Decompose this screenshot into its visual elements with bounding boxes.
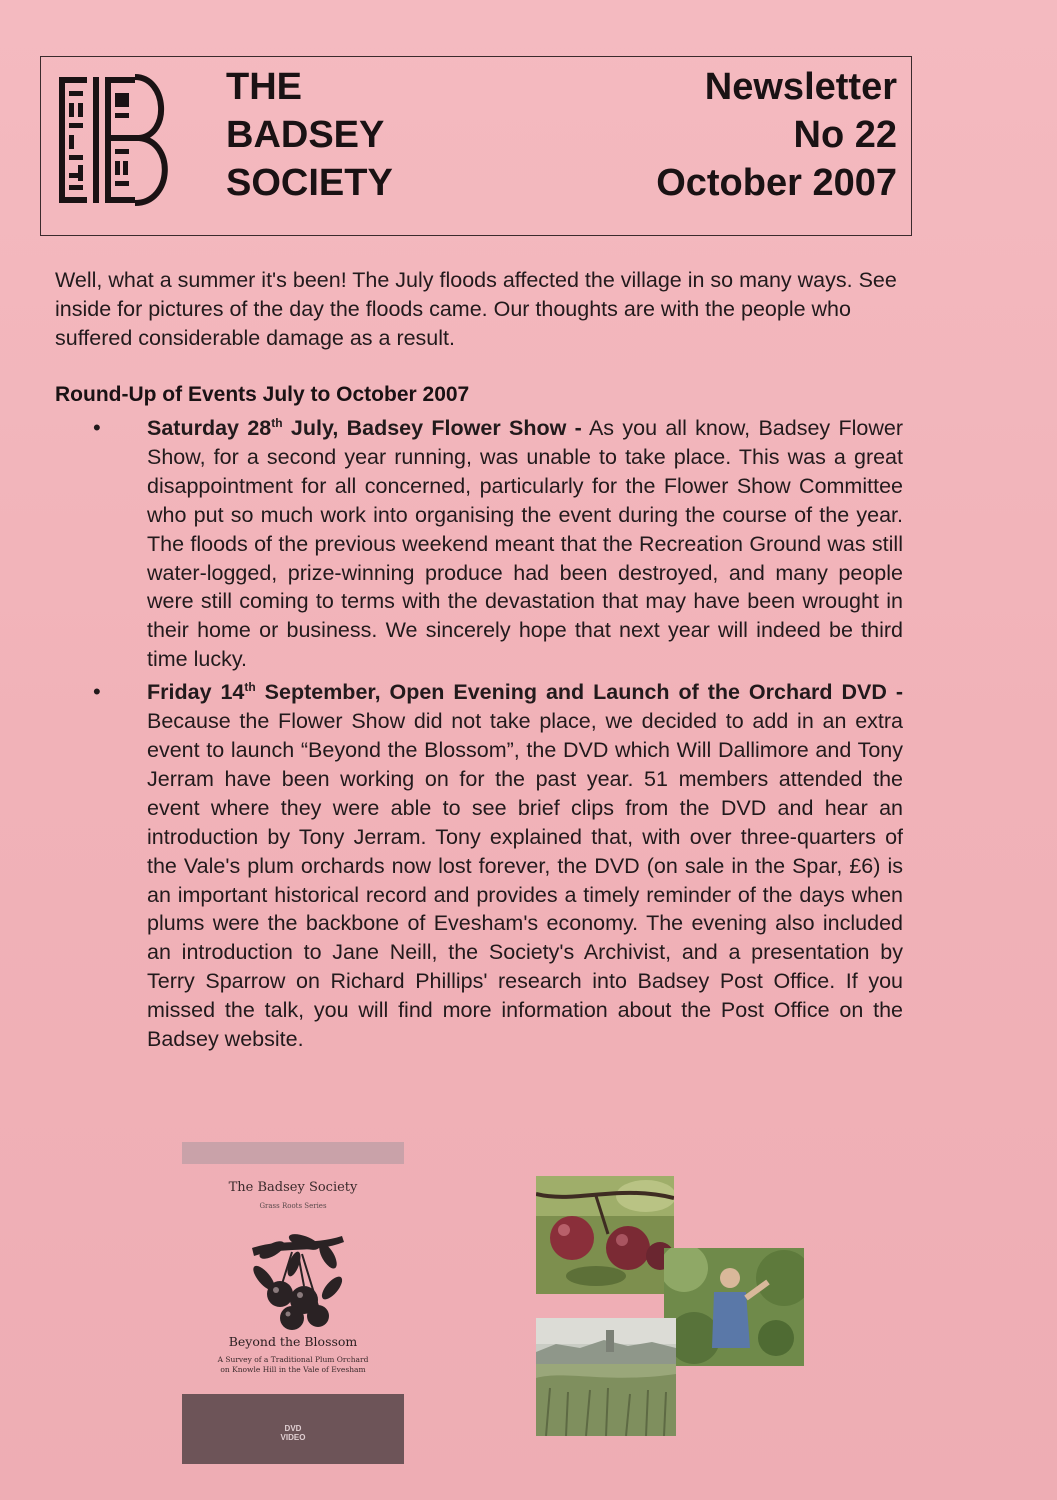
events-list <box>55 414 903 1054</box>
society-logo-icon <box>59 69 179 209</box>
event-title: Friday 14th September, Open Evening and Launch of the Orchard DVD - <box>147 680 903 705</box>
dvd-title: Beyond the Blossom <box>228 1334 358 1349</box>
event-title: Saturday 28th July, Badsey Flower Show - <box>147 415 582 440</box>
dvd-bottom-band <box>182 1394 404 1464</box>
dvd-society-name: The Badsey Society <box>228 1180 358 1195</box>
society-name-line: THE <box>226 66 302 108</box>
event-item <box>55 678 903 1054</box>
roundup-heading: Round-Up of Events July to October 2007 <box>55 383 470 406</box>
issue-number: No 22 <box>793 114 897 156</box>
intro-paragraph: Well, what a summer it's been! The July floods affected the village in so many ways. See inside for pictures of the day the floods came. Our thoughts are with the people who suffered considerable damage as a result. <box>55 268 897 350</box>
issue-info <box>656 63 897 207</box>
dvd-format-label: DVD VIDEO <box>280 1424 306 1442</box>
event-body: Because the Flower Show did not take place, we decided to add in an extra event to launch “Beyond the Blossom”, the DVD which Will Dallimore and Tony Jerram have been working on for the past year. 51 members attended the event where they were able to see brief clips from the DVD and hear an introduction by Tony Jerram. Tony explained that, with over three-quarters of the Vale's plum orchards now lost forever, the DVD (on sale in the Spar, £6) is an important historical record and provides a timely reminder of the days when plums were the backbone of Evesham's economy. The evening also included an introduction to Jane Neill, the Society's Archivist, and a presentation by Terry Sparrow on Richard Phillips' research into Badsey Post Office. If you missed the talk, you will find more information about the Post Office on the Badsey website. <box>147 709 903 1052</box>
newsletter-label: Newsletter <box>704 66 897 108</box>
bullet-icon: • <box>93 679 101 705</box>
bullet-icon: • <box>93 415 101 440</box>
society-name <box>226 63 393 207</box>
society-name-line: BADSEY <box>226 114 385 156</box>
masthead <box>40 56 912 236</box>
dvd-cover-image <box>182 1142 404 1464</box>
issue-date: October 2007 <box>656 162 897 204</box>
dvd-subtitle: A Survey of a Traditional Plum Orchard on Knowle Hill in the Vale of Evesham <box>217 1355 369 1374</box>
society-name-line: SOCIETY <box>226 162 393 204</box>
event-body: As you all know, Badsey Flower Show, for a second year running, was unable to take place. This was a great disappointment for all concerned, particularly for the Flower Show Committee who put so much work into organising the event during the course of the year. The floods of the previous weekend meant that the Recreation Ground was still water-logged, prize-winning produce had been destroyed, and many people were still coming to terms with the devastation that may have been wrought in their home or business. We sincerely hope that next year will indeed be third time lucky. <box>147 416 904 672</box>
dvd-top-band <box>182 1142 404 1164</box>
dvd-series-name: Grass Roots Series <box>259 1202 327 1210</box>
event-item <box>55 414 903 674</box>
plums-on-branch-photo <box>536 1176 674 1294</box>
plum-branch-icon <box>242 1228 352 1336</box>
orchard-landscape-photo <box>536 1318 676 1436</box>
fruit-picker-photo <box>664 1248 804 1366</box>
